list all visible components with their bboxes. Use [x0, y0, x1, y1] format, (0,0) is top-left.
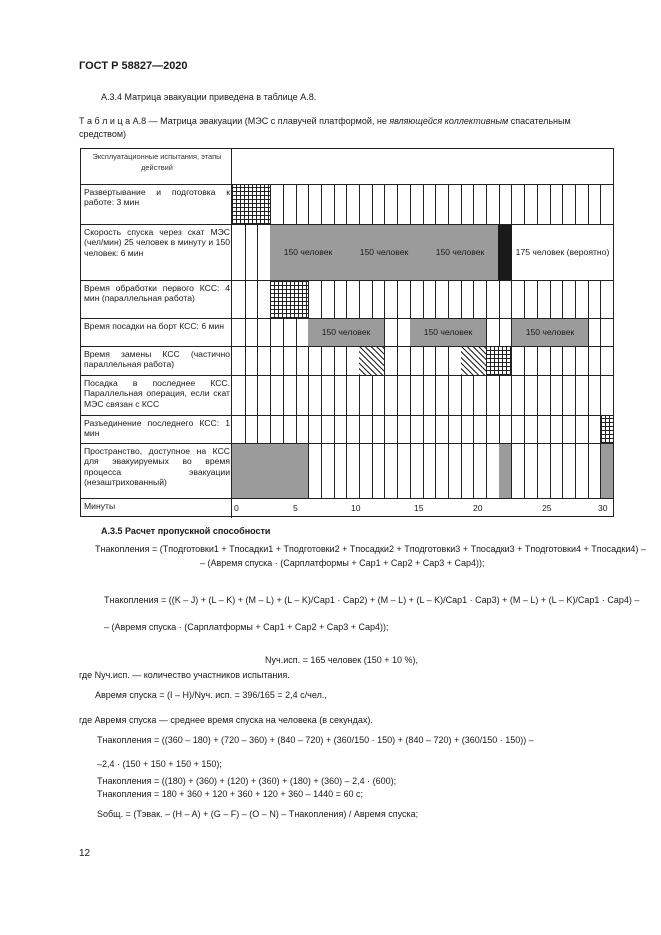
timeline-column-line — [270, 319, 271, 346]
timeline-column-line — [410, 347, 411, 375]
row-label-minutes: Минуты — [84, 501, 116, 511]
formula-line: – (Aвремя спуска · (Capплатформы + Cap1 + Cap2 + Cap3 + Cap4)); — [200, 558, 485, 568]
table-header-row — [81, 149, 613, 185]
timeline-column-line — [308, 376, 309, 415]
timeline-column-line — [346, 185, 347, 224]
timeline-column-line — [321, 347, 322, 375]
timeline-column-line — [511, 444, 512, 498]
replacement-hatch-2 — [461, 347, 486, 375]
processing-block — [270, 281, 308, 318]
timeline-column-line — [257, 416, 258, 443]
timeline-column-line — [359, 416, 360, 443]
timeline-column-line — [524, 416, 525, 443]
space-block-1 — [232, 444, 308, 498]
definition-line: где Nуч.исп. — количество участников испытания. — [79, 670, 290, 680]
timeline-column-line — [410, 444, 411, 498]
timeline-column-line — [296, 185, 297, 224]
timeline-column-line — [537, 347, 538, 375]
timeline-column-line — [537, 281, 538, 318]
timeline-column-line — [588, 347, 589, 375]
formula-line: Tнакопления = (Tподготовки1 + Tпосадки1 + Tподготовки2 + Tпосадки2 + Tподготовки3 + Tпосадки3 + Tподготовки4 + Tпосадки4) – — [95, 544, 646, 554]
timeline-column-line — [600, 347, 601, 375]
caption-prefix: Т а б л и ц а — [79, 116, 131, 126]
row-label-space: Пространство, доступное на КСС для эвакуируемых во время процесса эвакуации (незаштрихованный) — [84, 446, 230, 488]
minute-tick: 30 — [598, 503, 608, 513]
minute-tick: 0 — [234, 503, 239, 513]
timeline-column-line — [296, 347, 297, 375]
timeline-column-line — [537, 416, 538, 443]
timeline-column-line — [334, 185, 335, 224]
table-row — [81, 416, 613, 444]
replacement-cross-block — [486, 347, 511, 375]
timeline-column-line — [499, 416, 500, 443]
timeline-column-line — [473, 416, 474, 443]
timeline-column-line — [384, 319, 385, 346]
timeline-column-line — [600, 281, 601, 318]
timeline-column-line — [257, 347, 258, 375]
timeline-column-line — [461, 376, 462, 415]
formula-line: Tнакопления = 180 + 360 + 120 + 360 + 120 + 360 – 1440 = 60 с; — [97, 789, 363, 799]
timeline-column-line — [270, 376, 271, 415]
timeline-column-line — [308, 416, 309, 443]
timeline-column-line — [384, 444, 385, 498]
table-row-minutes — [81, 499, 613, 518]
timeline-column-line — [283, 416, 284, 443]
timeline-column-line — [423, 444, 424, 498]
timeline-column-line — [423, 416, 424, 443]
timeline-column-line — [372, 444, 373, 498]
timeline-grid — [232, 319, 613, 346]
timeline-column-line — [321, 444, 322, 498]
timeline-column-line — [588, 319, 589, 346]
formula-line: Sобщ. = (Tэвак. – (H – A) + (G – F) – (O – N) – Tнакопления) / Aвремя спуска; — [97, 809, 419, 819]
timeline-column-line — [410, 376, 411, 415]
timeline-column-line — [283, 185, 284, 224]
boarding-block-1: 150 человек — [308, 319, 384, 346]
timeline-column-line — [410, 416, 411, 443]
timeline-column-line — [562, 281, 563, 318]
timeline-column-line — [257, 319, 258, 346]
definition-line: где Aвремя спуска — среднее время спуска на человека (в секундах). — [79, 715, 373, 725]
timeline-column-line — [473, 444, 474, 498]
evacuation-matrix-table — [80, 148, 614, 517]
timeline-column-line — [359, 444, 360, 498]
row-label-replacement: Время замены КСС (частично параллельная работа) — [84, 349, 230, 370]
timeline-column-line — [600, 185, 601, 224]
timeline-column-line — [257, 225, 258, 280]
timeline-column-line — [245, 347, 246, 375]
table-row — [81, 281, 613, 319]
timeline-column-line — [524, 281, 525, 318]
timeline-column-line — [600, 376, 601, 415]
timeline-column-line — [461, 185, 462, 224]
row-label-disconnect: Разъединение последнего КСС: 1 мин — [84, 418, 230, 439]
timeline-column-line — [372, 376, 373, 415]
timeline-grid — [232, 225, 613, 280]
timeline-column-line — [270, 347, 271, 375]
minute-tick: 5 — [293, 503, 298, 513]
timeline-column-line — [435, 347, 436, 375]
timeline-column-line — [384, 416, 385, 443]
timeline-column-line — [346, 281, 347, 318]
timeline-column-line — [448, 444, 449, 498]
speed-block-4: 175 человек (вероятно) — [512, 225, 613, 280]
timeline-column-line — [384, 376, 385, 415]
timeline-column-line — [550, 347, 551, 375]
timeline-column-line — [486, 416, 487, 443]
formula-line: Tнакопления = ((180) + (360) + (120) + (360) + (180) + (360) – 2,4 · (600); — [97, 776, 397, 786]
timeline-column-line — [486, 185, 487, 224]
timeline-column-line — [537, 444, 538, 498]
timeline-grid — [232, 347, 613, 375]
timeline-column-line — [499, 281, 500, 318]
speed-block-3: 150 человек — [422, 225, 498, 280]
timeline-column-line — [550, 376, 551, 415]
timeline-column-line — [562, 376, 563, 415]
timeline-column-line — [511, 281, 512, 318]
timeline-column-line — [397, 347, 398, 375]
timeline-column-line — [372, 281, 373, 318]
timeline-column-line — [448, 416, 449, 443]
timeline-column-line — [524, 376, 525, 415]
table-caption — [79, 115, 614, 141]
timeline-column-line — [575, 281, 576, 318]
timeline-column-line — [397, 376, 398, 415]
timeline-column-line — [435, 185, 436, 224]
intro-paragraph: А.3.4 Матрица эвакуации приведена в таблице А.8. — [101, 92, 317, 102]
formula-line: Nуч.исп. = 165 человек (150 + 10 %), — [265, 655, 419, 665]
timeline-column-line — [511, 185, 512, 224]
timeline-column-line — [435, 416, 436, 443]
timeline-column-line — [499, 376, 500, 415]
timeline-grid — [232, 185, 613, 224]
timeline-column-line — [550, 185, 551, 224]
timeline-column-line — [524, 444, 525, 498]
minute-tick: 20 — [473, 503, 483, 513]
timeline-column-line — [359, 376, 360, 415]
timeline-column-line — [321, 281, 322, 318]
timeline-column-line — [537, 185, 538, 224]
page-number: 12 — [79, 848, 91, 859]
boarding-block-3: 150 человек — [512, 319, 588, 346]
timeline-column-line — [334, 376, 335, 415]
formula-line: – (Aвремя спуска · (Capплатформы + Cap1 + Cap2 + Cap3 + Cap4)); — [104, 622, 389, 632]
timeline-column-line — [346, 376, 347, 415]
timeline-column-line — [296, 416, 297, 443]
row-label-deploy: Развертывание и подготовка к работе: 3 мин — [84, 187, 230, 208]
timeline-column-line — [588, 281, 589, 318]
timeline-column-line — [511, 416, 512, 443]
timeline-column-line — [308, 185, 309, 224]
timeline-column-line — [562, 416, 563, 443]
timeline-column-line — [334, 347, 335, 375]
timeline-column-line — [575, 416, 576, 443]
timeline-column-line — [334, 444, 335, 498]
timeline-column-line — [321, 376, 322, 415]
table-row — [81, 225, 613, 281]
timeline-column-line — [410, 185, 411, 224]
timeline-column-line — [410, 281, 411, 318]
timeline-column-line — [435, 376, 436, 415]
timeline-column-line — [537, 376, 538, 415]
space-block-3 — [601, 444, 613, 498]
timeline-column-line — [384, 185, 385, 224]
timeline-column-line — [296, 319, 297, 346]
minute-tick: 15 — [414, 503, 424, 513]
timeline-column-line — [588, 444, 589, 498]
header-label: Эксплуатационные испытания, этапы действий — [92, 152, 222, 172]
timeline-column-line — [499, 185, 500, 224]
timeline-column-line — [397, 319, 398, 346]
timeline-column-line — [448, 376, 449, 415]
timeline-column-line — [448, 347, 449, 375]
timeline-column-line — [524, 347, 525, 375]
timeline-column-line — [308, 347, 309, 375]
timeline-column-line — [283, 376, 284, 415]
table-row — [81, 376, 613, 416]
deploy-block — [232, 185, 270, 224]
timeline-column-line — [321, 416, 322, 443]
formula-line: –2,4 · (150 + 150 + 150 + 150); — [97, 759, 222, 769]
table-row — [81, 347, 613, 376]
timeline-column-line — [575, 444, 576, 498]
space-block-2 — [499, 444, 511, 498]
row-label-speed: Скорость спуска через скат МЭС (чел/мин) 25 человек в минуту и 150 человек: 6 мин — [84, 227, 230, 258]
row-label-processing: Время обработки первого КСС: 4 мин (параллельная работа) — [84, 283, 230, 304]
timeline-column-line — [397, 185, 398, 224]
caption-suffix: спасательным средством) — [79, 116, 571, 139]
minute-axis — [232, 499, 613, 518]
boarding-block-2: 150 человек — [410, 319, 486, 346]
speed-block-black — [498, 225, 512, 280]
timeline-column-line — [359, 281, 360, 318]
timeline-column-line — [346, 444, 347, 498]
timeline-column-line — [588, 416, 589, 443]
timeline-grid — [232, 444, 613, 498]
timeline-column-line — [346, 416, 347, 443]
caption-italic: являющейся коллективным — [389, 116, 509, 126]
timeline-grid — [232, 376, 613, 415]
timeline-column-line — [588, 376, 589, 415]
timeline-column-line — [486, 444, 487, 498]
caption-number: А.8 — Матрица эвакуации (МЭС с плавучей платформой, не — [130, 116, 390, 126]
formula-line: Tнакопления = ((360 – 180) + (720 – 360) + (840 – 720) + (360/150 · 150) + (840 – 720) + (360/150 · 150)) – — [97, 735, 534, 745]
timeline-column-line — [448, 185, 449, 224]
timeline-column-line — [270, 185, 271, 224]
row-label-boarding: Время посадки на борт КСС: 6 мин — [84, 321, 224, 331]
timeline-column-line — [321, 185, 322, 224]
timeline-column-line — [550, 281, 551, 318]
timeline-column-line — [575, 376, 576, 415]
timeline-column-line — [334, 281, 335, 318]
formula-line: Tнакопления = ((K – J) + (L – K) + (M – L) + (L – K)/Cap1 · Cap2) + (M – L) + (L – K)/Cap1 · Cap3) + (M – L) + (L – K)/Cap1 · Cap4) – — [104, 595, 640, 605]
timeline-column-line — [359, 185, 360, 224]
timeline-column-line — [562, 347, 563, 375]
timeline-column-line — [346, 347, 347, 375]
timeline-column-line — [562, 444, 563, 498]
timeline-column-line — [511, 347, 512, 375]
timeline-column-line — [257, 376, 258, 415]
timeline-column-line — [511, 376, 512, 415]
timeline-column-line — [588, 185, 589, 224]
timeline-column-line — [448, 281, 449, 318]
timeline-column-line — [575, 185, 576, 224]
timeline-column-line — [296, 376, 297, 415]
timeline-column-line — [600, 319, 601, 346]
timeline-column-line — [423, 281, 424, 318]
timeline-column-line — [575, 347, 576, 375]
table-row — [81, 444, 613, 499]
timeline-column-line — [334, 416, 335, 443]
timeline-column-line — [435, 444, 436, 498]
timeline-column-line — [384, 347, 385, 375]
timeline-column-line — [372, 185, 373, 224]
timeline-column-line — [397, 416, 398, 443]
timeline-column-line — [473, 185, 474, 224]
timeline-column-line — [283, 319, 284, 346]
timeline-column-line — [308, 444, 309, 498]
document-header: ГОСТ Р 58827—2020 — [79, 60, 188, 72]
row-label-last-boarding: Посадка в последнее КСС. Параллельная операция, если скат МЭС связан с КСС — [84, 378, 230, 409]
minute-tick: 25 — [542, 503, 552, 513]
timeline-column-line — [486, 319, 487, 346]
timeline-column-line — [550, 444, 551, 498]
minute-tick: 10 — [351, 503, 361, 513]
timeline-column-line — [245, 416, 246, 443]
timeline-column-line — [372, 416, 373, 443]
timeline-column-line — [423, 347, 424, 375]
timeline-column-line — [384, 281, 385, 318]
timeline-column-line — [461, 444, 462, 498]
table-row — [81, 185, 613, 225]
table-row — [81, 319, 613, 347]
timeline-column-line — [245, 319, 246, 346]
timeline-column-line — [550, 416, 551, 443]
timeline-column-line — [423, 376, 424, 415]
timeline-grid — [232, 416, 613, 443]
timeline-column-line — [257, 281, 258, 318]
timeline-column-line — [397, 444, 398, 498]
timeline-column-line — [435, 281, 436, 318]
disconnect-block — [601, 416, 613, 443]
timeline-column-line — [397, 281, 398, 318]
timeline-column-line — [486, 281, 487, 318]
timeline-column-line — [245, 225, 246, 280]
timeline-column-line — [486, 376, 487, 415]
speed-block-2: 150 человек — [346, 225, 422, 280]
timeline-column-line — [461, 281, 462, 318]
timeline-column-line — [524, 185, 525, 224]
timeline-column-line — [270, 416, 271, 443]
timeline-column-line — [473, 281, 474, 318]
timeline-grid — [232, 281, 613, 318]
timeline-column-line — [283, 347, 284, 375]
timeline-column-line — [562, 185, 563, 224]
replacement-hatch-1 — [359, 347, 384, 375]
timeline-column-line — [308, 281, 309, 318]
timeline-column-line — [473, 376, 474, 415]
timeline-column-line — [499, 319, 500, 346]
timeline-column-line — [245, 281, 246, 318]
timeline-column-line — [423, 185, 424, 224]
timeline-column-line — [461, 416, 462, 443]
section-title: А.3.5 Расчет пропускной способности — [101, 526, 271, 536]
formula-line: Aвремя спуска = (I – H)/Nуч. исп. = 396/165 = 2,4 с/чел., — [95, 690, 327, 700]
timeline-column-line — [245, 376, 246, 415]
speed-block-1: 150 человек — [270, 225, 346, 280]
